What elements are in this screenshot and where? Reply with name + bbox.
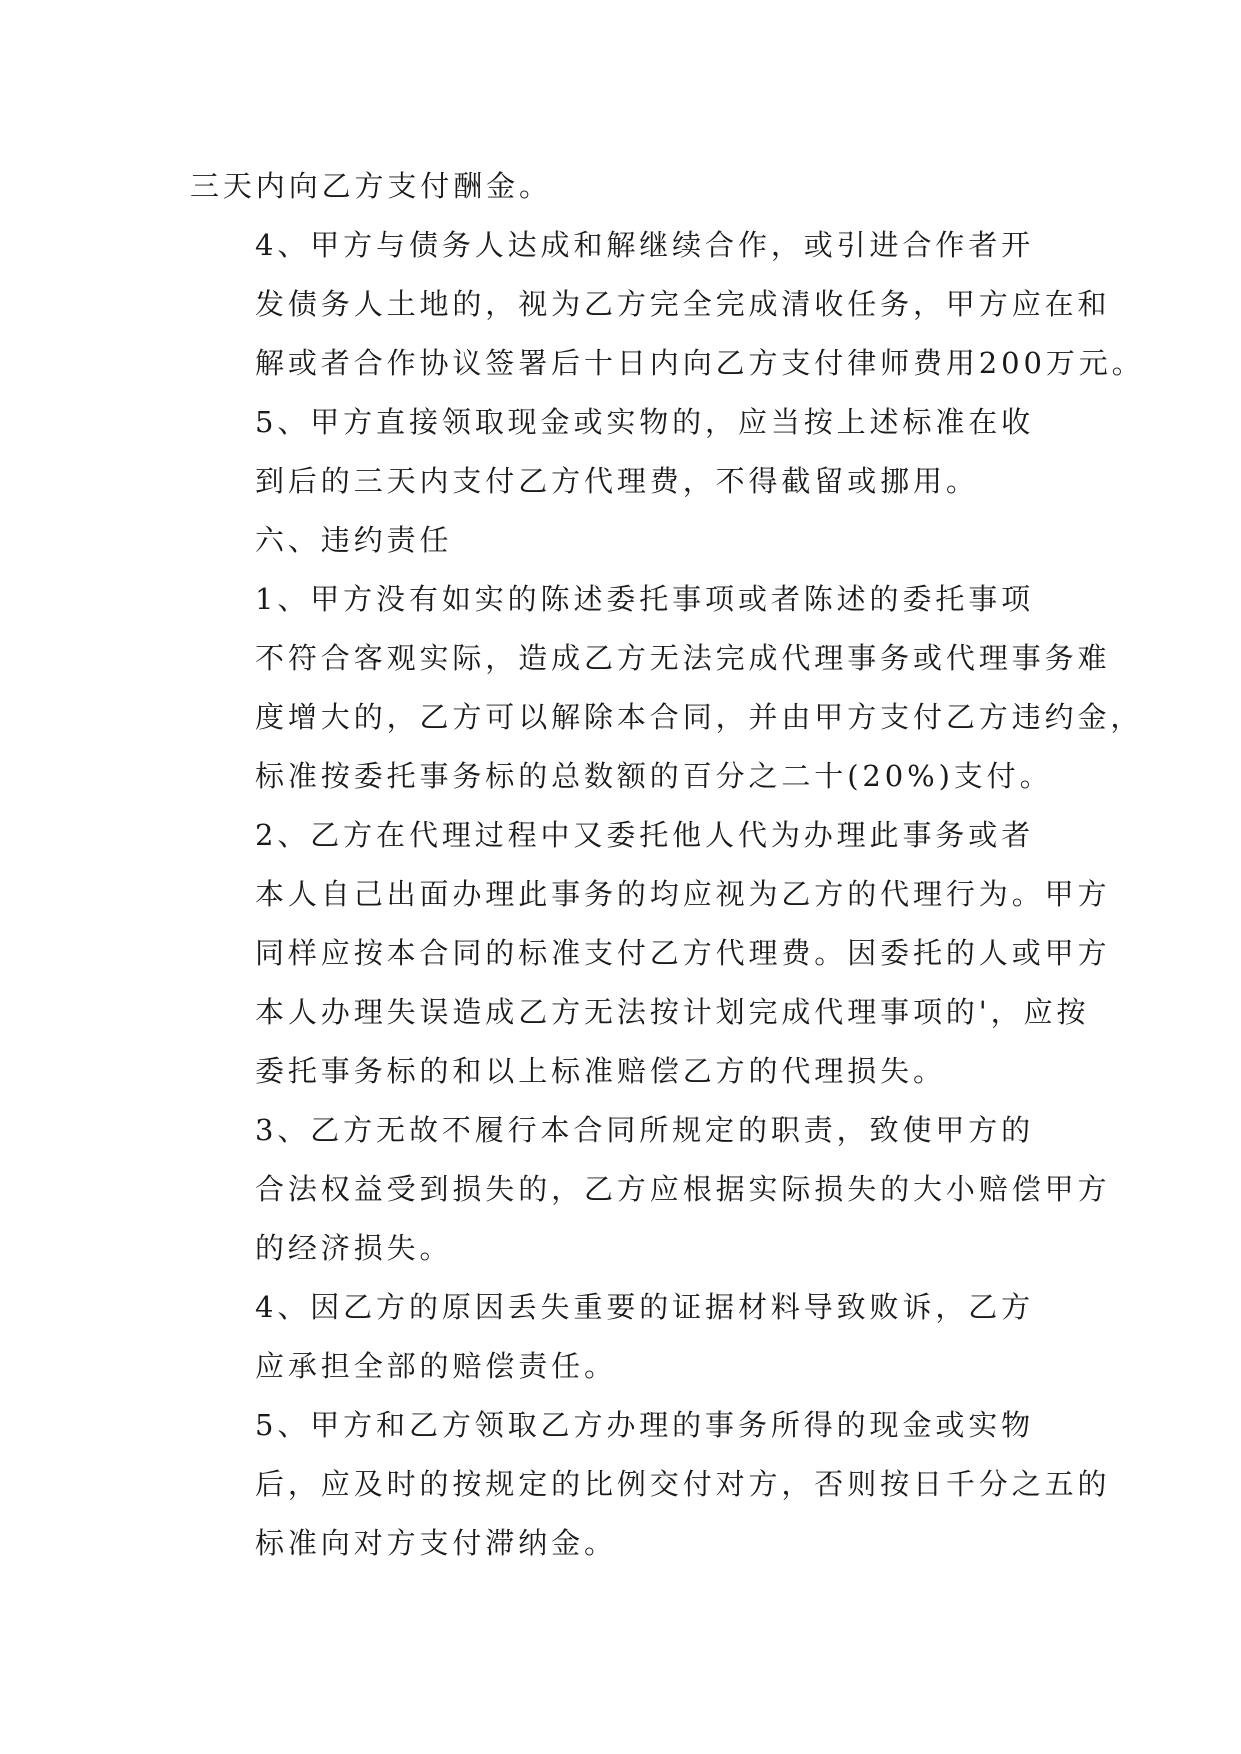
text-line: 应承担全部的赔偿责任。 <box>255 1349 617 1383</box>
text-line: 度增大的，乙方可以解除本合同，并由甲方支付乙方违约金， <box>255 700 1144 734</box>
paragraph <box>190 806 1111 1101</box>
text-line: 委托事务标的和以上标准赔偿乙方的代理损失。 <box>255 1054 946 1088</box>
paragraph <box>190 216 1145 393</box>
paragraph <box>190 157 1052 216</box>
paragraph <box>190 511 1052 570</box>
text-line: 2、乙方在代理过程中又委托他人代为办理此事务或者 <box>255 818 1035 852</box>
text-line: 到后的三天内支付乙方代理费，不得截留或挪用。 <box>255 464 979 498</box>
text-line: 发债务人土地的，视为乙方完全完成清收任务，甲方应在和 <box>255 287 1111 321</box>
text-line: 4、因乙方的原因丢失重要的证据材料导致败诉，乙方 <box>255 1290 1035 1324</box>
text-line: 本人办理失误造成乙方无法按计划完成代理事项的'，应按 <box>255 995 1090 1029</box>
paragraph <box>190 1101 1111 1278</box>
text-line: 的经济损失。 <box>255 1231 453 1265</box>
text-line: 5、甲方直接领取现金或实物的，应当按上述标准在收 <box>255 405 1035 439</box>
paragraph <box>190 1278 1052 1396</box>
paragraph <box>190 393 1052 511</box>
paragraph <box>190 570 1144 806</box>
text-line: 本人自己出面办理此事务的均应视为乙方的代理行为。甲方 <box>255 877 1111 911</box>
text-line: 六、违约责任 <box>255 523 453 557</box>
text-line: 解或者合作协议签署后十日内向乙方支付律师费用200万元。 <box>255 346 1145 380</box>
document-page <box>190 157 1145 1573</box>
text-line: 标准按委托事务标的总数额的百分之二十(20%)支付。 <box>255 759 1053 793</box>
text-line: 4、甲方与债务人达成和解继续合作，或引进合作者开 <box>255 228 1035 262</box>
text-line: 合法权益受到损失的，乙方应根据实际损失的大小赔偿甲方 <box>255 1172 1111 1206</box>
paragraph <box>190 1396 1111 1573</box>
text-line: 3、乙方无故不履行本合同所规定的职责，致使甲方的 <box>255 1113 1035 1147</box>
text-line: 三天内向乙方支付酬金。 <box>190 169 552 203</box>
text-line: 标准向对方支付滞纳金。 <box>255 1526 617 1560</box>
text-line: 1、甲方没有如实的陈述委托事项或者陈述的委托事项 <box>255 582 1035 616</box>
text-line: 后，应及时的按规定的比例交付对方，否则按日千分之五的 <box>255 1467 1111 1501</box>
text-line: 5、甲方和乙方领取乙方办理的事务所得的现金或实物 <box>255 1408 1035 1442</box>
text-line: 同样应按本合同的标准支付乙方代理费。因委托的人或甲方 <box>255 936 1111 970</box>
text-line: 不符合客观实际，造成乙方无法完成代理事务或代理事务难 <box>255 641 1111 675</box>
